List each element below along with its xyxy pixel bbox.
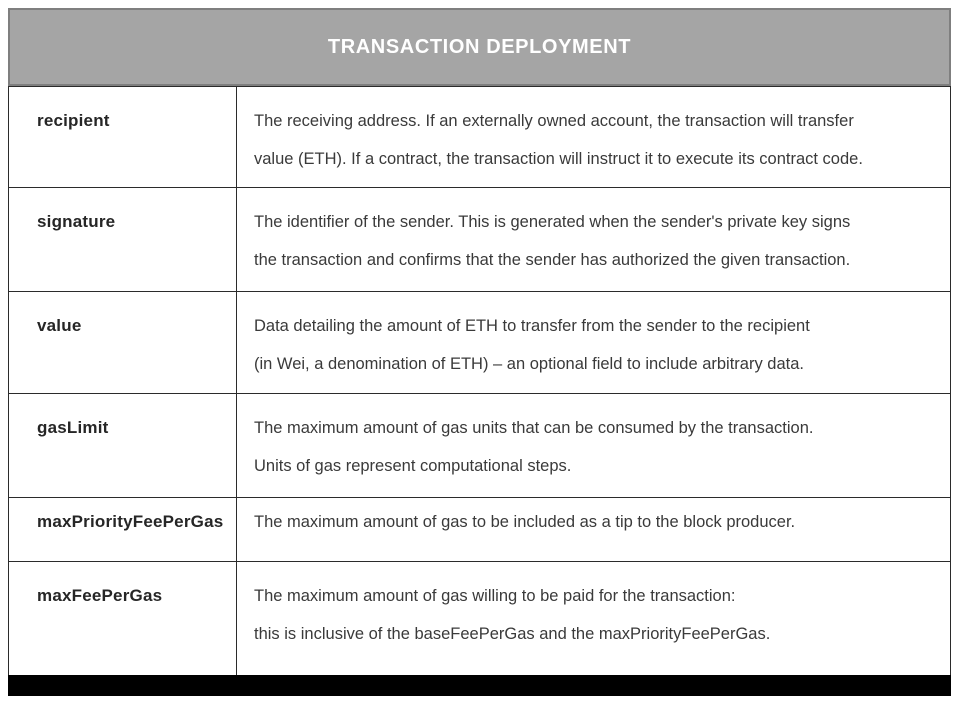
table-row-signature	[9, 188, 950, 292]
table-row-gaslimit	[9, 394, 950, 498]
description-line: value (ETH). If a contract, the transaction will instruct it to execute its contract code.	[254, 150, 863, 168]
table-body	[8, 86, 951, 675]
transaction-deployment-table	[8, 8, 951, 704]
description-line: The maximum amount of gas units that can be consumed by the transaction.	[254, 419, 814, 437]
term-cell	[9, 498, 237, 561]
term-label: recipient	[37, 111, 110, 130]
term-label: gasLimit	[37, 418, 109, 437]
term-cell	[9, 394, 237, 497]
term-cell	[9, 292, 237, 393]
table-row-maxfeepergas	[9, 562, 950, 675]
term-cell	[9, 562, 237, 675]
term-label: maxFeePerGas	[37, 586, 163, 605]
term-label: signature	[37, 212, 116, 231]
description-line: Units of gas represent computational steps.	[254, 457, 572, 475]
description-cell	[237, 394, 950, 497]
table-header-band	[8, 8, 951, 86]
description-line: Data detailing the amount of ETH to transfer from the sender to the recipient	[254, 317, 810, 335]
description-cell	[237, 292, 950, 393]
table-row-maxpriorityfeepergas	[9, 498, 950, 562]
description-line: The maximum amount of gas to be included as a tip to the block producer.	[254, 513, 796, 531]
table-row-recipient	[9, 87, 950, 188]
term-cell	[9, 188, 237, 291]
description-line: The identifier of the sender. This is generated when the sender's private key signs	[254, 213, 851, 231]
term-label: value	[37, 316, 82, 335]
description-line: (in Wei, a denomination of ETH) – an optional field to include arbitrary data.	[254, 355, 804, 373]
description-cell	[237, 188, 950, 291]
description-line: The maximum amount of gas willing to be paid for the transaction:	[254, 587, 736, 605]
description-cell	[237, 87, 950, 187]
term-label: maxPriorityFeePerGas	[37, 512, 224, 531]
table-row-value	[9, 292, 950, 394]
table-title: TRANSACTION DEPLOYMENT	[327, 35, 632, 58]
bottom-black-bar	[8, 675, 951, 696]
term-cell	[9, 87, 237, 187]
description-line: this is inclusive of the baseFeePerGas and the maxPriorityFeePerGas.	[254, 625, 771, 643]
description-line: The receiving address. If an externally owned account, the transaction will transfer	[254, 112, 854, 130]
description-line: the transaction and confirms that the sender has authorized the given transaction.	[254, 251, 851, 269]
description-cell	[237, 498, 950, 561]
description-cell	[237, 562, 950, 675]
